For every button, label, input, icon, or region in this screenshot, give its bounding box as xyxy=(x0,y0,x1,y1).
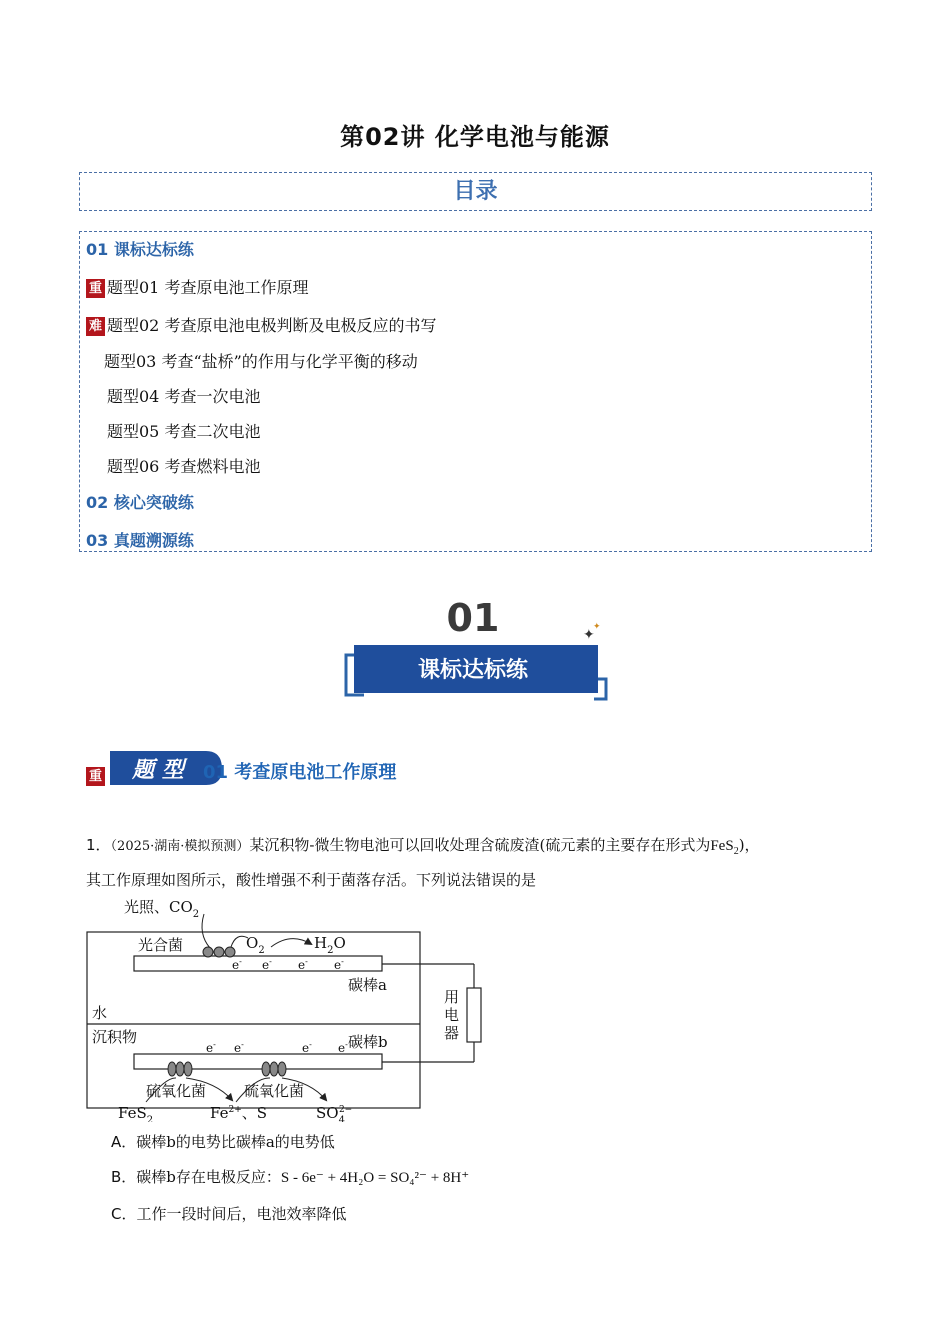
rod-b-label: 碳棒b xyxy=(348,1033,388,1051)
question-line-1: 1．（2025·湖南·模拟预测）某沉积物-微生物电池可以回收处理含硫废渣(硫元素的主要存在形式为FeS$_2$)， xyxy=(86,836,760,857)
toc-item-3[interactable]: 题型03 考查“盐桥”的作用与化学平衡的移动 xyxy=(104,352,418,371)
document-title: 第02讲 化学电池与能源 xyxy=(340,123,610,151)
option-a[interactable]: A．碳棒b的电势比碳棒a的电势低 xyxy=(111,1133,335,1151)
device-label-3: 器 xyxy=(444,1024,460,1042)
electric-device xyxy=(467,988,481,1042)
light-label: 光照、$CO_2$ xyxy=(124,898,200,920)
fes2-label: FeS$_2$ xyxy=(118,1104,154,1122)
carbon-rod-a xyxy=(134,956,382,971)
toc-section-3[interactable]: 03 真题溯源练 xyxy=(86,531,194,550)
toc-item-1[interactable] xyxy=(86,275,308,298)
type-section-title: 01 考查原电池工作原理 xyxy=(203,762,397,783)
question-stem: 某沉积物-微生物电池可以回收处理含硫废渣(硫元素的主要存在形式为 xyxy=(249,836,711,854)
sparkle-icon: ✦ xyxy=(583,627,595,643)
electron-label: e- xyxy=(262,957,272,972)
water-label: 水 xyxy=(92,1004,108,1022)
device-label-2: 电 xyxy=(444,1006,460,1024)
section-banner xyxy=(340,595,620,705)
type-badge-label: 题 型 xyxy=(132,757,184,783)
formula-fes2: FeS$_2$ xyxy=(710,838,739,857)
toc-item-4[interactable]: 题型04 考查一次电池 xyxy=(107,387,261,406)
toc-item-6[interactable]: 题型06 考查燃料电池 xyxy=(107,457,261,476)
toc-item-label: 题型01 考查原电池工作原理 xyxy=(107,278,309,297)
toc-item-5[interactable]: 题型05 考查二次电池 xyxy=(107,422,261,441)
sediment-label: 沉积物 xyxy=(92,1028,138,1046)
rod-a-label: 碳棒a xyxy=(348,976,387,994)
banner-graphic xyxy=(340,595,620,705)
toc-section-2[interactable]: 02 核心突破练 xyxy=(86,493,194,512)
banner-label: 课标达标练 xyxy=(417,658,529,683)
question-number: 1． xyxy=(86,836,111,854)
device-label-1: 用 xyxy=(444,988,460,1006)
fe-s-label: $Fe^{2+}$、S xyxy=(210,1104,268,1122)
toc-box xyxy=(79,231,872,552)
electron-label: e- xyxy=(232,957,242,972)
sulfur-oxidizing-bacteria-label: 硫氧化菌 xyxy=(146,1082,207,1100)
option-b[interactable]: B．碳棒b存在电极反应：S - 6e⁻ + 4H₂O = SO₄²⁻ + 8H⁺ xyxy=(111,1168,470,1186)
key-tag: 重 xyxy=(86,279,105,298)
electron-label: e- xyxy=(338,1040,348,1055)
battery-diagram xyxy=(86,892,506,1122)
electrode-equation: S - 6e⁻ + 4H₂O = SO₄²⁻ + 8H⁺ xyxy=(280,1170,470,1186)
toc-item-2[interactable] xyxy=(86,313,436,336)
question-source: （2025·湖南·模拟预测） xyxy=(110,839,250,854)
electron-label: e- xyxy=(206,1040,216,1055)
toc-section-1[interactable]: 01 课标达标练 xyxy=(86,240,194,259)
photosynthetic-bacteria-label: 光合菌 xyxy=(138,936,184,954)
option-c[interactable]: C．工作一段时间后，电池效率降低 xyxy=(111,1205,347,1223)
toc-item-label: 题型02 考查原电池电极判断及电极反应的书写 xyxy=(107,316,437,335)
electron-label: e- xyxy=(234,1040,244,1055)
question-line-2: 其工作原理如图所示，酸性增强不利于菌落存活。下列说法错误的是 xyxy=(86,871,537,889)
h2o-label: $H_2O$ xyxy=(314,934,346,956)
o2-label: $O_2$ xyxy=(246,934,265,956)
sulfur-oxidizing-bacteria-label: 硫氧化菌 xyxy=(244,1082,305,1100)
key-tag: 重 xyxy=(86,767,105,786)
electron-label: e- xyxy=(302,1040,312,1055)
banner-number: 01 xyxy=(446,596,500,640)
sparkle-small-icon: ✦ xyxy=(593,622,601,632)
electron-label: e- xyxy=(334,957,344,972)
hard-tag: 难 xyxy=(86,317,105,336)
toc-heading: 目录 xyxy=(79,172,872,211)
electron-label: e- xyxy=(298,957,308,972)
type-section-header xyxy=(86,745,586,789)
so4-label: $SO_42-$ xyxy=(316,1104,353,1122)
